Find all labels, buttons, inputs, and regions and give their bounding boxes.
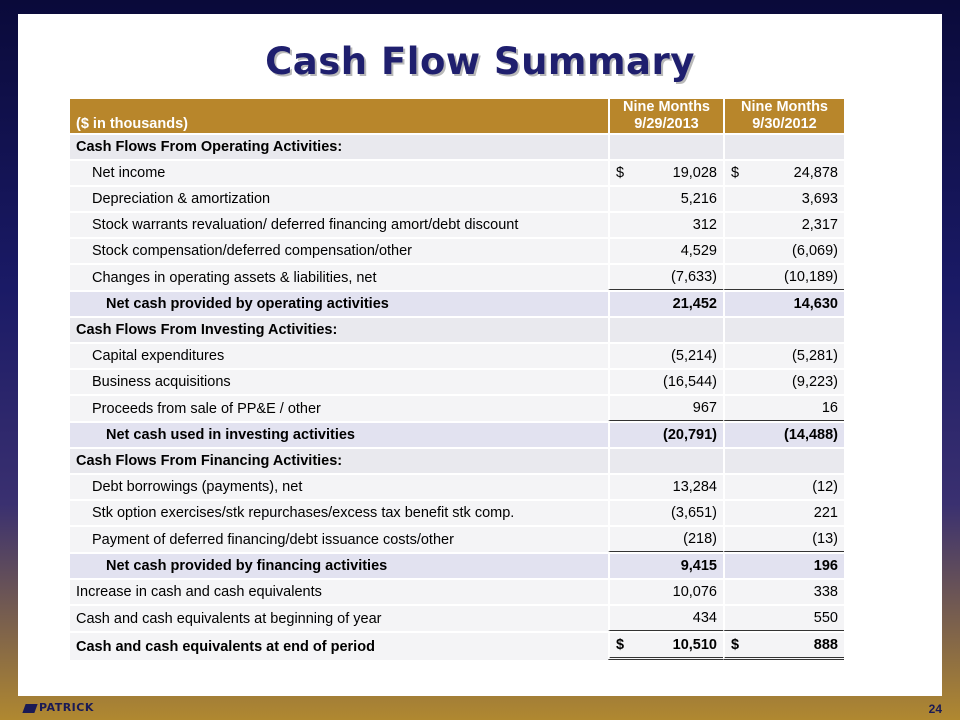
value-2012 — [723, 396, 844, 421]
row-label: Proceeds from sale of PP&E / other — [70, 396, 608, 421]
amount: 3,693 — [801, 191, 838, 207]
amount: 13,284 — [672, 479, 717, 495]
table-body — [70, 135, 844, 660]
amount: (6,069) — [792, 243, 838, 259]
value-2012 — [723, 292, 844, 316]
amount: 967 — [692, 400, 717, 416]
amount: 4,529 — [680, 243, 717, 259]
amount: (5,214) — [671, 348, 717, 364]
row-label: Cash and cash equivalents at beginning of year — [70, 606, 608, 631]
value-2013 — [608, 213, 723, 237]
table-row — [70, 580, 844, 604]
amount: (20,791) — [662, 427, 717, 443]
logo-text: PATRICK — [39, 701, 94, 714]
table-row — [70, 292, 844, 316]
value-2012 — [723, 239, 844, 263]
currency-symbol: $ — [731, 165, 740, 181]
value-2013 — [608, 633, 723, 660]
table-row — [70, 554, 844, 578]
amount: (16,544) — [662, 374, 717, 390]
table-row — [70, 527, 844, 552]
row-label: Net cash used in investing activities — [70, 423, 608, 447]
table-row — [70, 135, 844, 159]
table-row — [70, 161, 844, 185]
amount: 24,878 — [793, 165, 838, 181]
row-label: Cash Flows From Operating Activities: — [70, 135, 608, 159]
amount: 2,317 — [801, 217, 838, 233]
row-label: Depreciation & amortization — [70, 187, 608, 211]
table-header-row — [70, 99, 844, 133]
value-2012 — [723, 265, 844, 290]
table-row — [70, 239, 844, 263]
column-header-2013 — [608, 99, 723, 133]
table-row — [70, 318, 844, 342]
table-row — [70, 633, 844, 660]
column-header-2012 — [723, 99, 844, 133]
value-2013 — [608, 475, 723, 499]
value-2013 — [608, 370, 723, 394]
table-row — [70, 449, 844, 473]
amount: 10,510 — [672, 637, 717, 653]
row-label: Payment of deferred financing/debt issuance costs/other — [70, 527, 608, 552]
amount: 5,216 — [680, 191, 717, 207]
value-2013 — [608, 554, 723, 578]
value-2013 — [608, 606, 723, 631]
column-header-2013-period: Nine Months — [623, 99, 710, 115]
amount: 338 — [813, 584, 838, 600]
column-header-2012-period: Nine Months — [741, 99, 828, 115]
amount: (7,633) — [671, 269, 717, 285]
value-2013 — [608, 292, 723, 316]
value-2013 — [608, 265, 723, 290]
table-row — [70, 423, 844, 447]
value-2012 — [723, 318, 844, 342]
column-header-2012-date: 9/30/2012 — [752, 116, 817, 132]
units-label: ($ in thousands) — [70, 99, 608, 133]
row-label: Stock warrants revaluation/ deferred financing amort/debt discount — [70, 213, 608, 237]
value-2013 — [608, 187, 723, 211]
value-2012 — [723, 527, 844, 552]
value-2012 — [723, 554, 844, 578]
amount: 21,452 — [672, 296, 717, 312]
amount: (13) — [812, 531, 838, 547]
table-row — [70, 265, 844, 290]
value-2012 — [723, 423, 844, 447]
currency-symbol: $ — [616, 165, 625, 181]
value-2012 — [723, 135, 844, 159]
row-label: Changes in operating assets & liabilities, net — [70, 265, 608, 290]
amount: (5,281) — [792, 348, 838, 364]
value-2013 — [608, 580, 723, 604]
amount: 434 — [692, 610, 717, 626]
row-label: Stk option exercises/stk repurchases/excess tax benefit stk comp. — [70, 501, 608, 525]
table-row — [70, 187, 844, 211]
row-label: Capital expenditures — [70, 344, 608, 368]
row-label: Increase in cash and cash equivalents — [70, 580, 608, 604]
row-label: Business acquisitions — [70, 370, 608, 394]
amount: (12) — [812, 479, 838, 495]
value-2013 — [608, 239, 723, 263]
row-label: Net cash provided by financing activities — [70, 554, 608, 578]
amount: 19,028 — [672, 165, 717, 181]
amount: (3,651) — [671, 505, 717, 521]
value-2012 — [723, 449, 844, 473]
row-label: Cash and cash equivalents at end of period — [70, 633, 608, 660]
table-row — [70, 213, 844, 237]
value-2012 — [723, 370, 844, 394]
value-2013 — [608, 396, 723, 421]
amount: (218) — [683, 531, 717, 547]
value-2013 — [608, 318, 723, 342]
row-label: Cash Flows From Financing Activities: — [70, 449, 608, 473]
value-2012 — [723, 633, 844, 660]
value-2012 — [723, 475, 844, 499]
value-2013 — [608, 501, 723, 525]
amount: 10,076 — [672, 584, 717, 600]
value-2013 — [608, 135, 723, 159]
amount: 550 — [813, 610, 838, 626]
logo-mark-icon — [22, 704, 37, 713]
amount: (9,223) — [792, 374, 838, 390]
value-2013 — [608, 344, 723, 368]
footer-bar — [0, 696, 960, 720]
table-row — [70, 370, 844, 394]
amount: 196 — [813, 558, 838, 574]
table-row — [70, 344, 844, 368]
table-row — [70, 475, 844, 499]
row-label: Net income — [70, 161, 608, 185]
value-2013 — [608, 527, 723, 552]
amount: 9,415 — [680, 558, 717, 574]
value-2012 — [723, 606, 844, 631]
column-header-2013-date: 9/29/2013 — [634, 116, 699, 132]
value-2013 — [608, 449, 723, 473]
amount: 888 — [813, 637, 838, 653]
value-2012 — [723, 501, 844, 525]
amount: 16 — [821, 400, 838, 416]
value-2013 — [608, 161, 723, 185]
slide — [18, 14, 942, 696]
amount: 312 — [692, 217, 717, 233]
amount: 14,630 — [793, 296, 838, 312]
table-row — [70, 396, 844, 421]
amount: 221 — [813, 505, 838, 521]
amount: (10,189) — [783, 269, 838, 285]
row-label: Net cash provided by operating activities — [70, 292, 608, 316]
table-row — [70, 606, 844, 631]
table-row — [70, 501, 844, 525]
value-2012 — [723, 213, 844, 237]
amount: (14,488) — [783, 427, 838, 443]
page-number: 24 — [928, 702, 942, 716]
value-2013 — [608, 423, 723, 447]
value-2012 — [723, 580, 844, 604]
row-label: Stock compensation/deferred compensation/other — [70, 239, 608, 263]
row-label: Debt borrowings (payments), net — [70, 475, 608, 499]
page-title: Cash Flow Summary — [265, 40, 695, 83]
value-2012 — [723, 161, 844, 185]
currency-symbol: $ — [731, 637, 740, 653]
value-2012 — [723, 344, 844, 368]
value-2012 — [723, 187, 844, 211]
company-logo — [24, 701, 94, 714]
cash-flow-table — [70, 97, 844, 662]
currency-symbol: $ — [616, 637, 625, 653]
row-label: Cash Flows From Investing Activities: — [70, 318, 608, 342]
